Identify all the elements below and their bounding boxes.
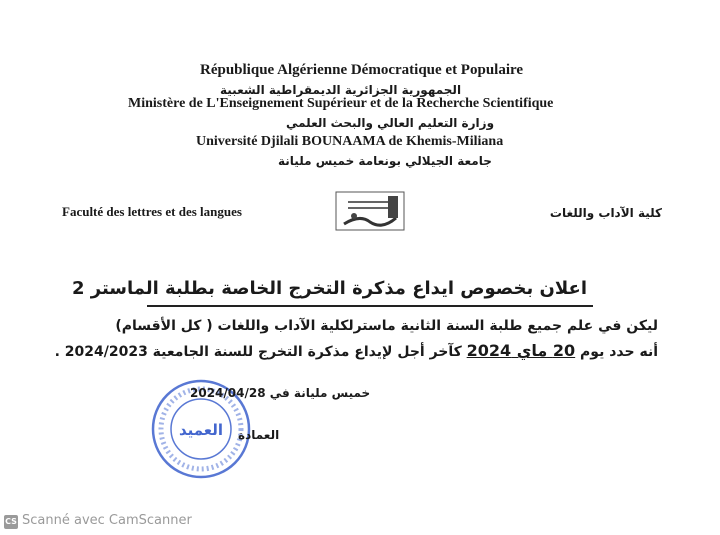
university-logo xyxy=(330,188,410,234)
announcement-body-line1: ليكن في علم جميع طلبة السنة الثانية ماسترلكلية الآداب واللغات ( كل الأقسام) xyxy=(115,318,658,334)
title-underline xyxy=(147,305,593,307)
dean-signature: العمادة xyxy=(238,428,280,442)
deadline-date: 20 ماي 2024 xyxy=(466,341,576,360)
announcement-body-line2 xyxy=(55,341,658,360)
body-line2-end: كآخر أجل لإيداع مذكرة التخرج للسنة الجامعية 2024/2023 . xyxy=(54,344,462,360)
university-fr: Université Djilali BOUNAAMA de Khemis-Miliana xyxy=(196,134,504,149)
signature-place: خميس مليانة في xyxy=(269,386,371,400)
body-line2-start: أنه حدد يوم xyxy=(580,344,658,360)
place-and-date xyxy=(190,386,370,400)
university-ar: جامعة الجيلالي بونعامة خميس مليانة xyxy=(278,154,492,168)
camscanner-icon: CS xyxy=(4,515,18,529)
stamp-text: العميد xyxy=(178,421,224,439)
faculty-name-ar: كلية الآداب واللغات xyxy=(549,206,662,220)
signature-date: 2024/04/28 xyxy=(190,386,266,400)
republic-fr: République Algérienne Démocratique et Populaire xyxy=(200,62,524,78)
ministry-fr: Ministère de L'Enseignement Supérieur et de la Recherche Scientifique xyxy=(128,96,554,111)
republic-ar: الجمهورية الجزائرية الديمقراطية الشعبية xyxy=(220,83,462,97)
scanner-watermark-text: Scanné avec CamScanner xyxy=(22,513,192,528)
scanner-watermark xyxy=(0,509,720,535)
announcement-title: اعلان بخصوص ايداع مذكرة التخرج الخاصة بطلبة الماستر 2 xyxy=(71,278,587,299)
faculty-name-fr: Faculté des lettres et des langues xyxy=(62,204,242,219)
ministry-ar: وزارة التعليم العالي والبحث العلمي xyxy=(286,116,495,130)
